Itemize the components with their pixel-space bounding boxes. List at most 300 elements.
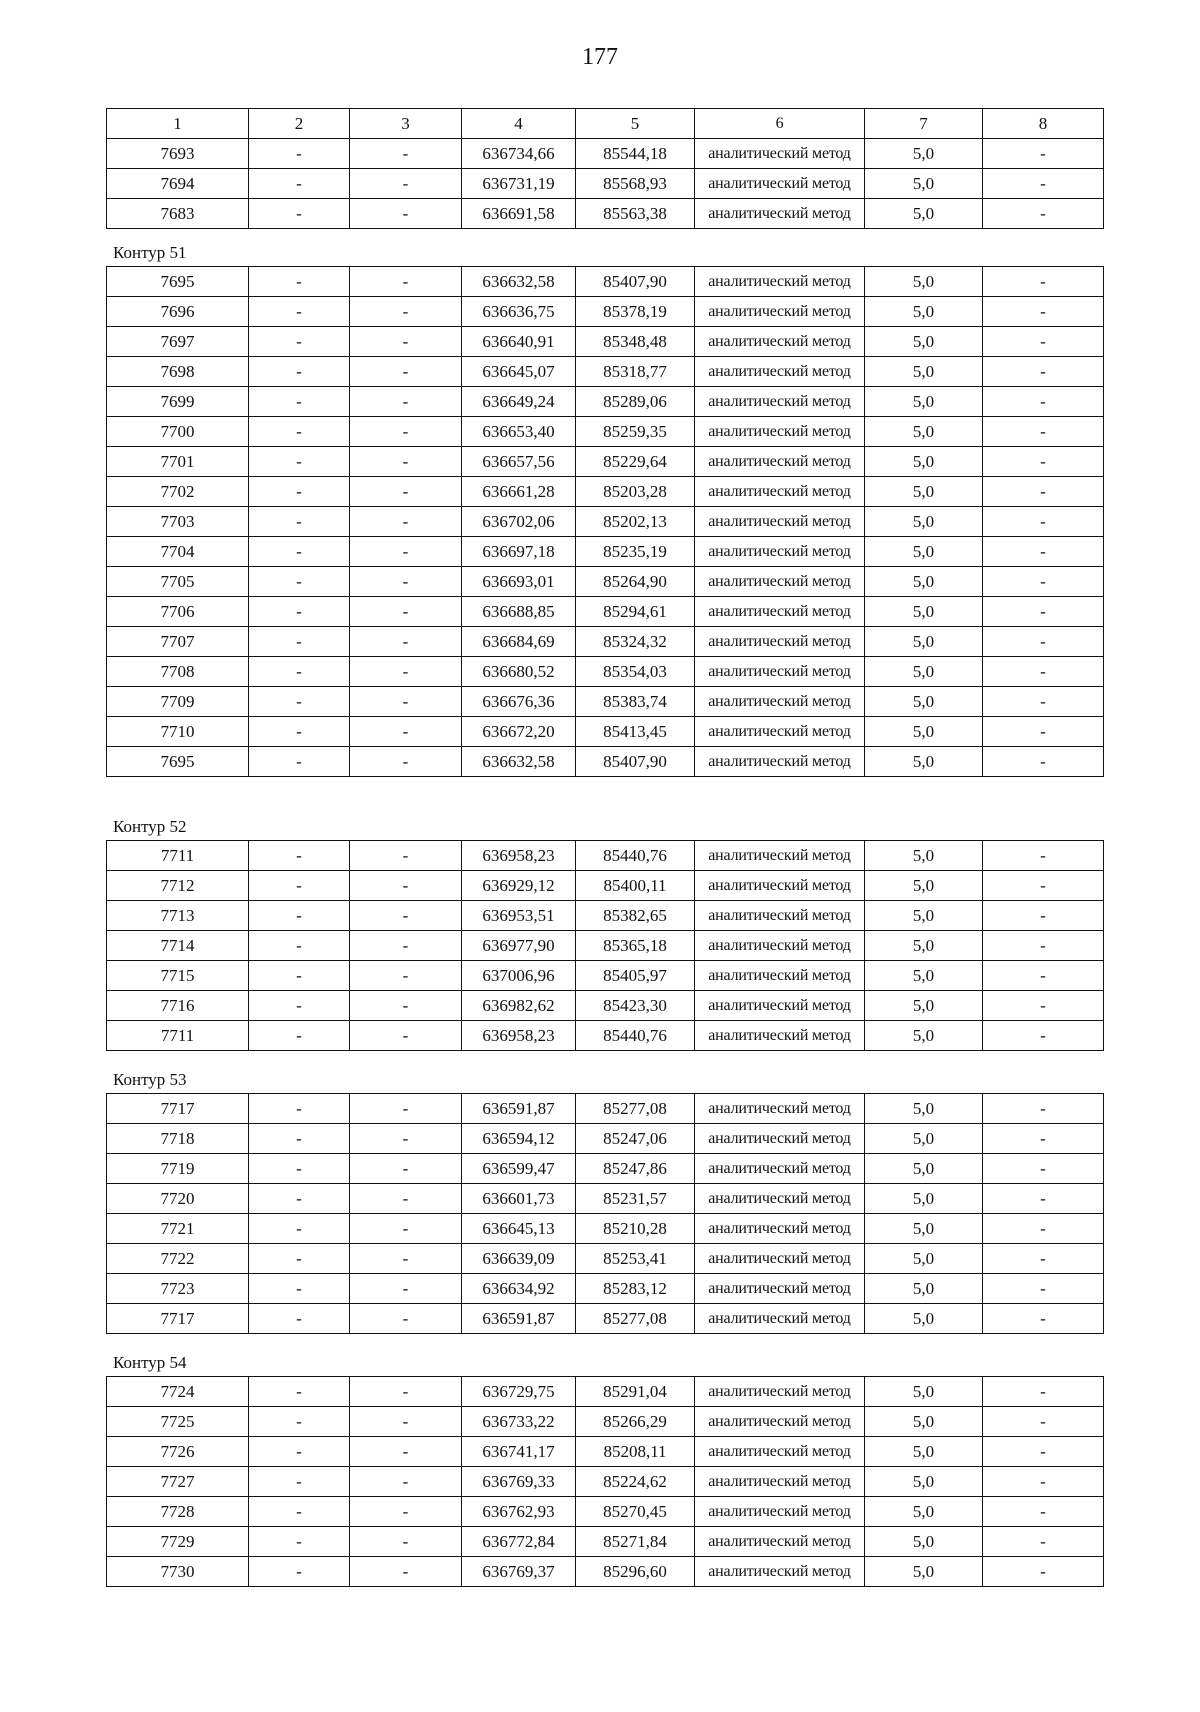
col2-cell: - [249,717,350,747]
col8-cell: - [983,297,1104,327]
table-row [107,1244,1104,1274]
table-row [107,1274,1104,1304]
col3-cell: - [350,1154,462,1184]
point-number-cell: 7719 [107,1154,249,1184]
col3-cell: - [350,1094,462,1124]
col8-cell: - [983,417,1104,447]
col8-cell: - [983,1184,1104,1214]
col3-cell: - [350,1274,462,1304]
col8-cell: - [983,357,1104,387]
contour-label: Контур 53 [113,1070,187,1089]
table-row [107,357,1104,387]
point-number-cell: 7726 [107,1437,249,1467]
method-cell: аналитический метод [695,1527,865,1557]
table-row [107,387,1104,417]
y-coordinate-cell: 85400,11 [576,871,695,901]
y-coordinate-cell: 85247,06 [576,1124,695,1154]
method-cell: аналитический метод [695,597,865,627]
col8-cell: - [983,507,1104,537]
point-number-cell: 7699 [107,387,249,417]
column-header: 8 [983,109,1104,139]
table-row [107,507,1104,537]
y-coordinate-cell: 85544,18 [576,139,695,169]
y-coordinate-cell: 85296,60 [576,1557,695,1587]
col3-cell: - [350,1497,462,1527]
method-cell: аналитический метод [695,901,865,931]
point-number-cell: 7707 [107,627,249,657]
point-number-cell: 7713 [107,901,249,931]
y-coordinate-cell: 85247,86 [576,1154,695,1184]
accuracy-cell: 5,0 [865,267,983,297]
method-cell: аналитический метод [695,717,865,747]
col8-cell: - [983,1154,1104,1184]
table-row [107,747,1104,777]
y-coordinate-cell: 85440,76 [576,841,695,871]
table-row [107,1527,1104,1557]
table-row [107,1377,1104,1407]
table-row [107,327,1104,357]
point-number-cell: 7717 [107,1304,249,1334]
y-coordinate-cell: 85563,38 [576,199,695,229]
page-number: 177 [582,44,618,70]
x-coordinate-cell: 636632,58 [462,747,576,777]
point-number-cell: 7716 [107,991,249,1021]
method-cell: аналитический метод [695,871,865,901]
col8-cell: - [983,169,1104,199]
accuracy-cell: 5,0 [865,1274,983,1304]
point-number-cell: 7704 [107,537,249,567]
col8-cell: - [983,477,1104,507]
method-cell: аналитический метод [695,1244,865,1274]
point-number-cell: 7712 [107,871,249,901]
col2-cell: - [249,1214,350,1244]
x-coordinate-cell: 636661,28 [462,477,576,507]
col2-cell: - [249,477,350,507]
table-row [107,991,1104,1021]
col2-cell: - [249,1497,350,1527]
method-cell: аналитический метод [695,507,865,537]
y-coordinate-cell: 85271,84 [576,1527,695,1557]
table-row [107,1557,1104,1587]
column-header: 6 [695,109,865,139]
accuracy-cell: 5,0 [865,199,983,229]
contour-label: Контур 51 [113,243,187,262]
table-row [107,627,1104,657]
method-cell: аналитический метод [695,1124,865,1154]
point-number-cell: 7695 [107,267,249,297]
method-cell: аналитический метод [695,1154,865,1184]
accuracy-cell: 5,0 [865,537,983,567]
x-coordinate-cell: 636733,22 [462,1407,576,1437]
col2-cell: - [249,537,350,567]
col2-cell: - [249,327,350,357]
accuracy-cell: 5,0 [865,1497,983,1527]
method-cell: аналитический метод [695,537,865,567]
method-cell: аналитический метод [695,267,865,297]
accuracy-cell: 5,0 [865,1527,983,1557]
point-number-cell: 7697 [107,327,249,357]
y-coordinate-cell: 85253,41 [576,1244,695,1274]
y-coordinate-cell: 85378,19 [576,297,695,327]
accuracy-cell: 5,0 [865,627,983,657]
col3-cell: - [350,267,462,297]
col3-cell: - [350,1467,462,1497]
col2-cell: - [249,657,350,687]
col2-cell: - [249,747,350,777]
table-row [107,871,1104,901]
accuracy-cell: 5,0 [865,139,983,169]
point-number-cell: 7693 [107,139,249,169]
col8-cell: - [983,387,1104,417]
x-coordinate-cell: 636953,51 [462,901,576,931]
col2-cell: - [249,1304,350,1334]
point-number-cell: 7710 [107,717,249,747]
col8-cell: - [983,871,1104,901]
col2-cell: - [249,1244,350,1274]
col3-cell: - [350,1244,462,1274]
y-coordinate-cell: 85354,03 [576,657,695,687]
accuracy-cell: 5,0 [865,961,983,991]
col8-cell: - [983,567,1104,597]
contour-label: Контур 52 [113,817,187,836]
x-coordinate-cell: 636929,12 [462,871,576,901]
column-header: 5 [576,109,695,139]
col2-cell: - [249,267,350,297]
coordinates-table [106,1093,1104,1334]
point-number-cell: 7730 [107,1557,249,1587]
coordinates-table [106,840,1104,1051]
col2-cell: - [249,1407,350,1437]
accuracy-cell: 5,0 [865,901,983,931]
x-coordinate-cell: 636599,47 [462,1154,576,1184]
col3-cell: - [350,687,462,717]
table-row [107,1021,1104,1051]
x-coordinate-cell: 636657,56 [462,447,576,477]
table-row [107,841,1104,871]
x-coordinate-cell: 636594,12 [462,1124,576,1154]
point-number-cell: 7694 [107,169,249,199]
col2-cell: - [249,1467,350,1497]
col2-cell: - [249,627,350,657]
table-row [107,169,1104,199]
col2-cell: - [249,961,350,991]
y-coordinate-cell: 85407,90 [576,267,695,297]
col2-cell: - [249,687,350,717]
col8-cell: - [983,139,1104,169]
y-coordinate-cell: 85270,45 [576,1497,695,1527]
point-number-cell: 7722 [107,1244,249,1274]
method-cell: аналитический метод [695,1557,865,1587]
col8-cell: - [983,1557,1104,1587]
x-coordinate-cell: 636676,36 [462,687,576,717]
method-cell: аналитический метод [695,1184,865,1214]
column-header: 7 [865,109,983,139]
accuracy-cell: 5,0 [865,1407,983,1437]
col3-cell: - [350,477,462,507]
col8-cell: - [983,1407,1104,1437]
x-coordinate-cell: 636729,75 [462,1377,576,1407]
point-number-cell: 7695 [107,747,249,777]
col8-cell: - [983,687,1104,717]
table-row [107,267,1104,297]
method-cell: аналитический метод [695,1437,865,1467]
col2-cell: - [249,139,350,169]
col3-cell: - [350,387,462,417]
x-coordinate-cell: 636982,62 [462,991,576,1021]
col2-cell: - [249,169,350,199]
x-coordinate-cell: 636591,87 [462,1094,576,1124]
x-coordinate-cell: 636734,66 [462,139,576,169]
y-coordinate-cell: 85266,29 [576,1407,695,1437]
method-cell: аналитический метод [695,961,865,991]
y-coordinate-cell: 85229,64 [576,447,695,477]
col3-cell: - [350,1304,462,1334]
method-cell: аналитический метод [695,327,865,357]
point-number-cell: 7724 [107,1377,249,1407]
y-coordinate-cell: 85277,08 [576,1094,695,1124]
col3-cell: - [350,627,462,657]
y-coordinate-cell: 85277,08 [576,1304,695,1334]
point-number-cell: 7720 [107,1184,249,1214]
col8-cell: - [983,1437,1104,1467]
table-row [107,1437,1104,1467]
col8-cell: - [983,657,1104,687]
y-coordinate-cell: 85405,97 [576,961,695,991]
table-row [107,537,1104,567]
point-number-cell: 7715 [107,961,249,991]
x-coordinate-cell: 636697,18 [462,537,576,567]
point-number-cell: 7702 [107,477,249,507]
col3-cell: - [350,747,462,777]
column-header: 1 [107,109,249,139]
col2-cell: - [249,1094,350,1124]
point-number-cell: 7706 [107,597,249,627]
col2-cell: - [249,597,350,627]
method-cell: аналитический метод [695,169,865,199]
table-row [107,1094,1104,1124]
coordinates-table [106,1376,1104,1587]
table-row [107,961,1104,991]
point-number-cell: 7711 [107,841,249,871]
accuracy-cell: 5,0 [865,717,983,747]
y-coordinate-cell: 85324,32 [576,627,695,657]
point-number-cell: 7705 [107,567,249,597]
col2-cell: - [249,1124,350,1154]
point-number-cell: 7717 [107,1094,249,1124]
col3-cell: - [350,657,462,687]
accuracy-cell: 5,0 [865,447,983,477]
x-coordinate-cell: 636769,33 [462,1467,576,1497]
col3-cell: - [350,537,462,567]
col8-cell: - [983,1124,1104,1154]
method-cell: аналитический метод [695,747,865,777]
table-row [107,1154,1104,1184]
table-row [107,687,1104,717]
col3-cell: - [350,1527,462,1557]
accuracy-cell: 5,0 [865,657,983,687]
y-coordinate-cell: 85210,28 [576,1214,695,1244]
accuracy-cell: 5,0 [865,357,983,387]
table-row [107,1497,1104,1527]
col3-cell: - [350,1437,462,1467]
y-coordinate-cell: 85224,62 [576,1467,695,1497]
accuracy-cell: 5,0 [865,597,983,627]
col3-cell: - [350,871,462,901]
column-header: 3 [350,109,462,139]
col8-cell: - [983,1304,1104,1334]
col8-cell: - [983,597,1104,627]
table-row [107,199,1104,229]
col3-cell: - [350,991,462,1021]
method-cell: аналитический метод [695,1377,865,1407]
point-number-cell: 7708 [107,657,249,687]
accuracy-cell: 5,0 [865,567,983,597]
col8-cell: - [983,841,1104,871]
x-coordinate-cell: 636769,37 [462,1557,576,1587]
accuracy-cell: 5,0 [865,841,983,871]
accuracy-cell: 5,0 [865,327,983,357]
accuracy-cell: 5,0 [865,169,983,199]
col2-cell: - [249,357,350,387]
accuracy-cell: 5,0 [865,297,983,327]
col3-cell: - [350,447,462,477]
accuracy-cell: 5,0 [865,1154,983,1184]
accuracy-cell: 5,0 [865,387,983,417]
y-coordinate-cell: 85208,11 [576,1437,695,1467]
y-coordinate-cell: 85318,77 [576,357,695,387]
method-cell: аналитический метод [695,627,865,657]
accuracy-cell: 5,0 [865,1124,983,1154]
accuracy-cell: 5,0 [865,1304,983,1334]
method-cell: аналитический метод [695,1497,865,1527]
col2-cell: - [249,507,350,537]
x-coordinate-cell: 636958,23 [462,1021,576,1051]
column-header: 2 [249,109,350,139]
method-cell: аналитический метод [695,931,865,961]
table-row [107,717,1104,747]
y-coordinate-cell: 85365,18 [576,931,695,961]
method-cell: аналитический метод [695,1094,865,1124]
table-row [107,901,1104,931]
col8-cell: - [983,901,1104,931]
col8-cell: - [983,747,1104,777]
table-row [107,1184,1104,1214]
col2-cell: - [249,1527,350,1557]
table-row [107,931,1104,961]
col2-cell: - [249,447,350,477]
accuracy-cell: 5,0 [865,417,983,447]
point-number-cell: 7725 [107,1407,249,1437]
point-number-cell: 7698 [107,357,249,387]
point-number-cell: 7703 [107,507,249,537]
col3-cell: - [350,931,462,961]
accuracy-cell: 5,0 [865,991,983,1021]
col2-cell: - [249,1184,350,1214]
y-coordinate-cell: 85202,13 [576,507,695,537]
x-coordinate-cell: 636649,24 [462,387,576,417]
table-row [107,477,1104,507]
accuracy-cell: 5,0 [865,1377,983,1407]
table-row [107,1407,1104,1437]
col3-cell: - [350,1184,462,1214]
table-row [107,657,1104,687]
y-coordinate-cell: 85235,19 [576,537,695,567]
x-coordinate-cell: 636634,92 [462,1274,576,1304]
method-cell: аналитический метод [695,199,865,229]
col8-cell: - [983,447,1104,477]
method-cell: аналитический метод [695,447,865,477]
coordinates-table [106,266,1104,777]
point-number-cell: 7727 [107,1467,249,1497]
point-number-cell: 7683 [107,199,249,229]
col3-cell: - [350,901,462,931]
col2-cell: - [249,297,350,327]
col3-cell: - [350,297,462,327]
table-row [107,1214,1104,1244]
col8-cell: - [983,961,1104,991]
method-cell: аналитический метод [695,1407,865,1437]
col3-cell: - [350,567,462,597]
method-cell: аналитический метод [695,297,865,327]
col8-cell: - [983,1214,1104,1244]
col3-cell: - [350,1407,462,1437]
contour-label: Контур 54 [113,1353,187,1372]
table-row [107,139,1104,169]
col3-cell: - [350,841,462,871]
x-coordinate-cell: 636645,07 [462,357,576,387]
col2-cell: - [249,199,350,229]
y-coordinate-cell: 85283,12 [576,1274,695,1304]
x-coordinate-cell: 636672,20 [462,717,576,747]
col3-cell: - [350,327,462,357]
x-coordinate-cell: 636688,85 [462,597,576,627]
col8-cell: - [983,1527,1104,1557]
col2-cell: - [249,1154,350,1184]
method-cell: аналитический метод [695,657,865,687]
method-cell: аналитический метод [695,139,865,169]
col2-cell: - [249,871,350,901]
method-cell: аналитический метод [695,1021,865,1051]
col8-cell: - [983,991,1104,1021]
method-cell: аналитический метод [695,1274,865,1304]
point-number-cell: 7701 [107,447,249,477]
col2-cell: - [249,991,350,1021]
x-coordinate-cell: 636591,87 [462,1304,576,1334]
col3-cell: - [350,1021,462,1051]
x-coordinate-cell: 636653,40 [462,417,576,447]
col3-cell: - [350,139,462,169]
accuracy-cell: 5,0 [865,477,983,507]
x-coordinate-cell: 636636,75 [462,297,576,327]
col2-cell: - [249,1377,350,1407]
method-cell: аналитический метод [695,991,865,1021]
point-number-cell: 7696 [107,297,249,327]
point-number-cell: 7718 [107,1124,249,1154]
point-number-cell: 7700 [107,417,249,447]
col2-cell: - [249,901,350,931]
accuracy-cell: 5,0 [865,1557,983,1587]
table-row [107,567,1104,597]
y-coordinate-cell: 85231,57 [576,1184,695,1214]
x-coordinate-cell: 636645,13 [462,1214,576,1244]
y-coordinate-cell: 85291,04 [576,1377,695,1407]
x-coordinate-cell: 636741,17 [462,1437,576,1467]
point-number-cell: 7711 [107,1021,249,1051]
col3-cell: - [350,1557,462,1587]
point-number-cell: 7723 [107,1274,249,1304]
method-cell: аналитический метод [695,1304,865,1334]
y-coordinate-cell: 85203,28 [576,477,695,507]
